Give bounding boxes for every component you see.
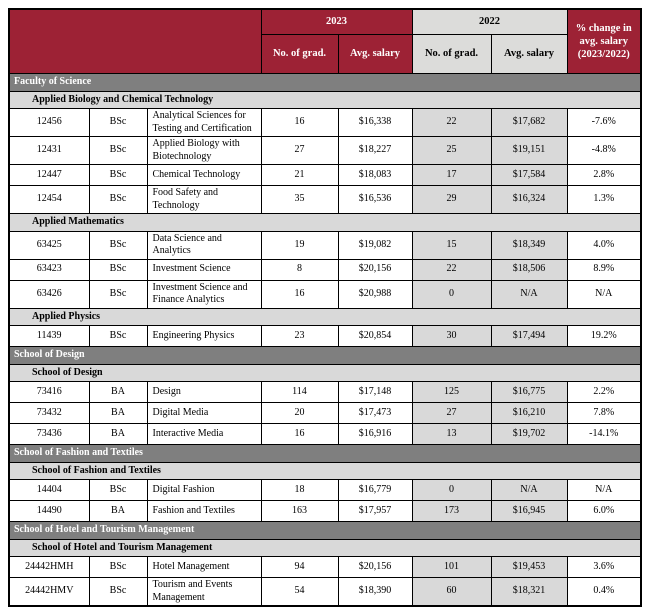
subsection-header-label: School of Design bbox=[9, 364, 641, 382]
pct-change-cell: -14.1% bbox=[567, 424, 641, 445]
grads-2022-cell: 0 bbox=[412, 480, 491, 501]
salary-2022-cell: $19,702 bbox=[491, 424, 567, 445]
subsection-header-label: Applied Biology and Chemical Technology bbox=[9, 91, 641, 109]
grads-2023-cell: 16 bbox=[261, 109, 338, 137]
grads-2022-cell: 60 bbox=[412, 578, 491, 607]
programme-code-cell: 11439 bbox=[9, 326, 89, 347]
salary-2023-cell: $16,338 bbox=[338, 109, 412, 137]
programme-name-cell: Data Science and Analytics bbox=[147, 231, 261, 259]
grads-2022-cell: 27 bbox=[412, 403, 491, 424]
salary-2022-cell: $18,321 bbox=[491, 578, 567, 607]
programme-data-row bbox=[9, 501, 641, 522]
grads-2022-cell: 101 bbox=[412, 557, 491, 578]
header-year-2023: 2023 bbox=[261, 9, 412, 35]
salary-2022-cell: N/A bbox=[491, 480, 567, 501]
programme-code-cell: 12456 bbox=[9, 109, 89, 137]
graduate-salary-table-container bbox=[8, 8, 642, 607]
header-year-2022: 2022 bbox=[412, 9, 567, 35]
pct-change-cell: -7.6% bbox=[567, 109, 641, 137]
subsection-header-row bbox=[9, 539, 641, 557]
programme-code-cell: 12431 bbox=[9, 137, 89, 165]
pct-change-cell: 2.8% bbox=[567, 165, 641, 186]
programme-code-cell: 12454 bbox=[9, 186, 89, 214]
salary-2023-cell: $20,854 bbox=[338, 326, 412, 347]
subsection-header-label: School of Hotel and Tourism Management bbox=[9, 539, 641, 557]
programme-name-cell: Food Safety and Technology bbox=[147, 186, 261, 214]
degree-cell: BA bbox=[89, 382, 147, 403]
pct-change-cell: 19.2% bbox=[567, 326, 641, 347]
degree-cell: BSc bbox=[89, 578, 147, 607]
programme-name-cell: Analytical Sciences for Testing and Certification bbox=[147, 109, 261, 137]
subsection-header-row bbox=[9, 462, 641, 480]
degree-cell: BSc bbox=[89, 280, 147, 308]
salary-2023-cell: $17,148 bbox=[338, 382, 412, 403]
programme-data-row bbox=[9, 109, 641, 137]
grads-2022-cell: 29 bbox=[412, 186, 491, 214]
degree-cell: BSc bbox=[89, 231, 147, 259]
salary-2022-cell: $16,210 bbox=[491, 403, 567, 424]
salary-2023-cell: $18,083 bbox=[338, 165, 412, 186]
pct-change-cell: 1.3% bbox=[567, 186, 641, 214]
programme-data-row bbox=[9, 557, 641, 578]
programme-code-cell: 63423 bbox=[9, 259, 89, 280]
grads-2022-cell: 30 bbox=[412, 326, 491, 347]
subsection-header-row bbox=[9, 214, 641, 232]
header-empty-corner bbox=[9, 9, 261, 74]
salary-2023-cell: $20,156 bbox=[338, 259, 412, 280]
grads-2023-cell: 54 bbox=[261, 578, 338, 607]
subsection-header-row bbox=[9, 364, 641, 382]
grads-2022-cell: 13 bbox=[412, 424, 491, 445]
programme-data-row bbox=[9, 382, 641, 403]
programme-name-cell: Interactive Media bbox=[147, 424, 261, 445]
programme-code-cell: 24442HMV bbox=[9, 578, 89, 607]
salary-2022-cell: $16,324 bbox=[491, 186, 567, 214]
pct-change-cell: 2.2% bbox=[567, 382, 641, 403]
programme-name-cell: Hotel Management bbox=[147, 557, 261, 578]
section-header-label: School of Fashion and Textiles bbox=[9, 445, 641, 463]
salary-2022-cell: $18,349 bbox=[491, 231, 567, 259]
header-grads-2022: No. of grad. bbox=[412, 35, 491, 74]
degree-cell: BSc bbox=[89, 326, 147, 347]
header-salary-2023: Avg. salary bbox=[338, 35, 412, 74]
subsection-header-label: Applied Physics bbox=[9, 308, 641, 326]
programme-name-cell: Fashion and Textiles bbox=[147, 501, 261, 522]
grads-2022-cell: 173 bbox=[412, 501, 491, 522]
grads-2023-cell: 163 bbox=[261, 501, 338, 522]
subsection-header-row bbox=[9, 308, 641, 326]
salary-2023-cell: $18,227 bbox=[338, 137, 412, 165]
grads-2022-cell: 25 bbox=[412, 137, 491, 165]
salary-2022-cell: $19,453 bbox=[491, 557, 567, 578]
section-header-label: School of Hotel and Tourism Management bbox=[9, 522, 641, 540]
section-header-row bbox=[9, 522, 641, 540]
degree-cell: BA bbox=[89, 501, 147, 522]
grads-2022-cell: 0 bbox=[412, 280, 491, 308]
pct-change-cell: -4.8% bbox=[567, 137, 641, 165]
salary-2022-cell: N/A bbox=[491, 280, 567, 308]
degree-cell: BSc bbox=[89, 259, 147, 280]
programme-data-row bbox=[9, 137, 641, 165]
pct-change-cell: 0.4% bbox=[567, 578, 641, 607]
programme-data-row bbox=[9, 424, 641, 445]
header-pct-change: % change in avg. salary (2023/2022) bbox=[567, 9, 641, 74]
programme-data-row bbox=[9, 186, 641, 214]
salary-2023-cell: $17,957 bbox=[338, 501, 412, 522]
grads-2023-cell: 27 bbox=[261, 137, 338, 165]
grads-2022-cell: 22 bbox=[412, 259, 491, 280]
grads-2023-cell: 16 bbox=[261, 424, 338, 445]
grads-2022-cell: 15 bbox=[412, 231, 491, 259]
programme-data-row bbox=[9, 326, 641, 347]
programme-name-cell: Investment Science bbox=[147, 259, 261, 280]
salary-2023-cell: $20,988 bbox=[338, 280, 412, 308]
pct-change-cell: 7.8% bbox=[567, 403, 641, 424]
table-body bbox=[9, 74, 641, 607]
subsection-header-row bbox=[9, 91, 641, 109]
programme-code-cell: 14490 bbox=[9, 501, 89, 522]
programme-name-cell: Engineering Physics bbox=[147, 326, 261, 347]
degree-cell: BSc bbox=[89, 137, 147, 165]
section-header-row bbox=[9, 74, 641, 92]
salary-2022-cell: $19,151 bbox=[491, 137, 567, 165]
salary-2023-cell: $19,082 bbox=[338, 231, 412, 259]
programme-name-cell: Tourism and Events Management bbox=[147, 578, 261, 607]
grads-2023-cell: 19 bbox=[261, 231, 338, 259]
grads-2022-cell: 125 bbox=[412, 382, 491, 403]
programme-code-cell: 63426 bbox=[9, 280, 89, 308]
programme-data-row bbox=[9, 578, 641, 607]
pct-change-cell: 4.0% bbox=[567, 231, 641, 259]
programme-name-cell: Chemical Technology bbox=[147, 165, 261, 186]
salary-2022-cell: $16,945 bbox=[491, 501, 567, 522]
programme-code-cell: 14404 bbox=[9, 480, 89, 501]
programme-data-row bbox=[9, 259, 641, 280]
grads-2023-cell: 21 bbox=[261, 165, 338, 186]
grads-2022-cell: 22 bbox=[412, 109, 491, 137]
programme-code-cell: 73436 bbox=[9, 424, 89, 445]
salary-2022-cell: $18,506 bbox=[491, 259, 567, 280]
programme-data-row bbox=[9, 231, 641, 259]
programme-data-row bbox=[9, 480, 641, 501]
graduate-salary-table bbox=[8, 8, 642, 607]
programme-data-row bbox=[9, 280, 641, 308]
programme-code-cell: 12447 bbox=[9, 165, 89, 186]
degree-cell: BA bbox=[89, 403, 147, 424]
programme-code-cell: 63425 bbox=[9, 231, 89, 259]
degree-cell: BSc bbox=[89, 109, 147, 137]
salary-2022-cell: $17,584 bbox=[491, 165, 567, 186]
salary-2022-cell: $16,775 bbox=[491, 382, 567, 403]
grads-2023-cell: 35 bbox=[261, 186, 338, 214]
programme-code-cell: 73416 bbox=[9, 382, 89, 403]
subsection-header-label: School of Fashion and Textiles bbox=[9, 462, 641, 480]
salary-2022-cell: $17,494 bbox=[491, 326, 567, 347]
salary-2023-cell: $20,156 bbox=[338, 557, 412, 578]
salary-2023-cell: $18,390 bbox=[338, 578, 412, 607]
section-header-row bbox=[9, 445, 641, 463]
pct-change-cell: 3.6% bbox=[567, 557, 641, 578]
salary-2023-cell: $16,916 bbox=[338, 424, 412, 445]
programme-data-row bbox=[9, 403, 641, 424]
grads-2023-cell: 18 bbox=[261, 480, 338, 501]
section-header-label: Faculty of Science bbox=[9, 74, 641, 92]
degree-cell: BSc bbox=[89, 557, 147, 578]
header-year-row bbox=[9, 9, 641, 35]
salary-2022-cell: $17,682 bbox=[491, 109, 567, 137]
programme-name-cell: Digital Media bbox=[147, 403, 261, 424]
programme-data-row bbox=[9, 165, 641, 186]
grads-2023-cell: 94 bbox=[261, 557, 338, 578]
pct-change-cell: N/A bbox=[567, 280, 641, 308]
salary-2023-cell: $16,536 bbox=[338, 186, 412, 214]
section-header-row bbox=[9, 347, 641, 365]
programme-code-cell: 24442HMH bbox=[9, 557, 89, 578]
pct-change-cell: 6.0% bbox=[567, 501, 641, 522]
programme-name-cell: Investment Science and Finance Analytics bbox=[147, 280, 261, 308]
salary-2023-cell: $16,779 bbox=[338, 480, 412, 501]
header-grads-2023: No. of grad. bbox=[261, 35, 338, 74]
degree-cell: BSc bbox=[89, 165, 147, 186]
grads-2022-cell: 17 bbox=[412, 165, 491, 186]
pct-change-cell: 8.9% bbox=[567, 259, 641, 280]
degree-cell: BA bbox=[89, 424, 147, 445]
grads-2023-cell: 20 bbox=[261, 403, 338, 424]
programme-name-cell: Digital Fashion bbox=[147, 480, 261, 501]
grads-2023-cell: 8 bbox=[261, 259, 338, 280]
subsection-header-label: Applied Mathematics bbox=[9, 214, 641, 232]
header-salary-2022: Avg. salary bbox=[491, 35, 567, 74]
programme-name-cell: Applied Biology with Biotechnology bbox=[147, 137, 261, 165]
grads-2023-cell: 114 bbox=[261, 382, 338, 403]
degree-cell: BSc bbox=[89, 186, 147, 214]
pct-change-cell: N/A bbox=[567, 480, 641, 501]
salary-2023-cell: $17,473 bbox=[338, 403, 412, 424]
section-header-label: School of Design bbox=[9, 347, 641, 365]
programme-name-cell: Design bbox=[147, 382, 261, 403]
grads-2023-cell: 16 bbox=[261, 280, 338, 308]
programme-code-cell: 73432 bbox=[9, 403, 89, 424]
degree-cell: BSc bbox=[89, 480, 147, 501]
grads-2023-cell: 23 bbox=[261, 326, 338, 347]
